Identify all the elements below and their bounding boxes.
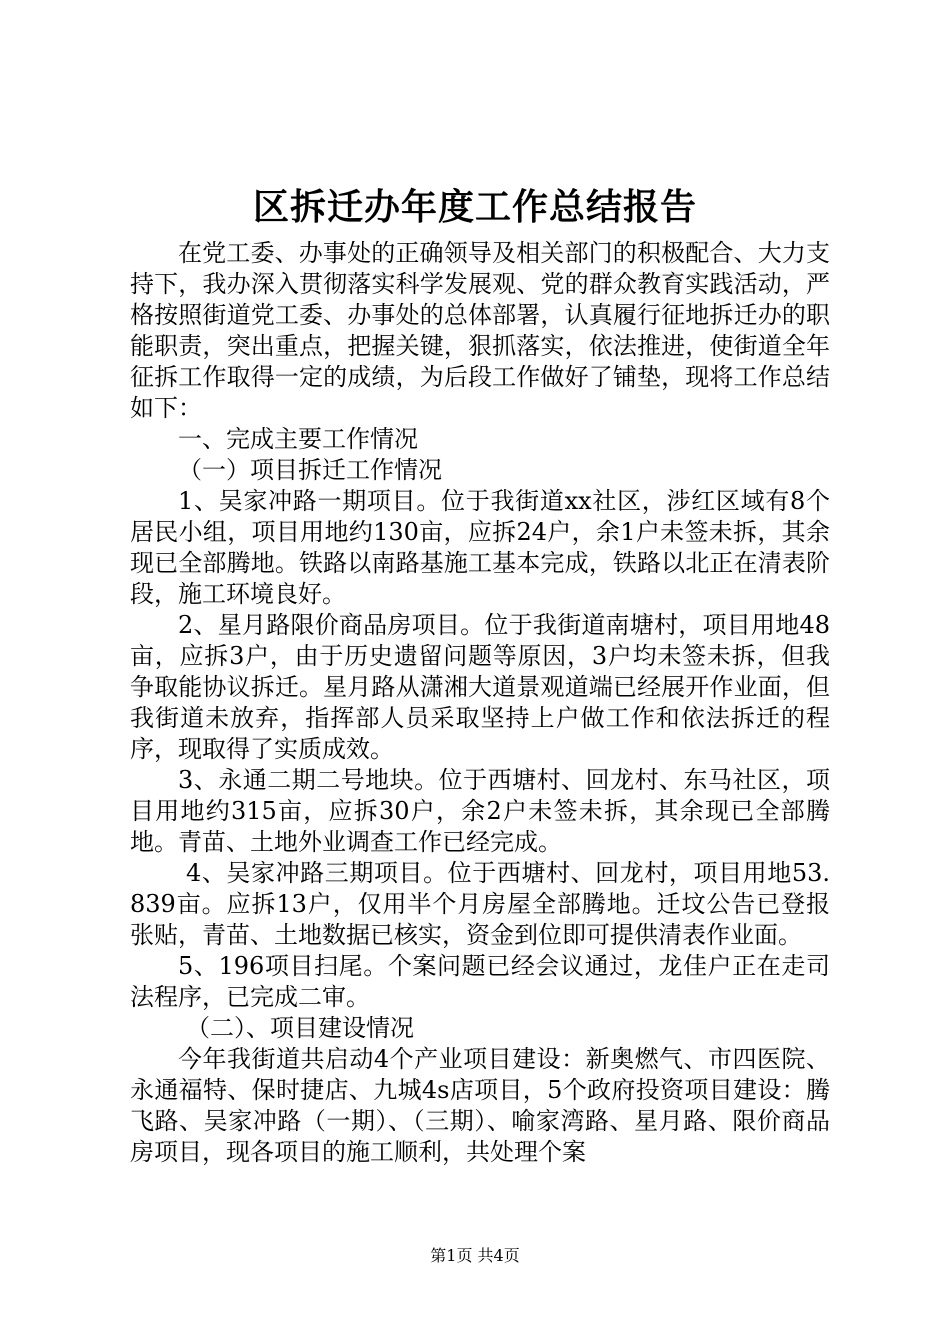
- document-title: 区拆迁办年度工作总结报告: [252, 186, 697, 228]
- subsection-heading-2: （二）、项目建设情况: [186, 1014, 414, 1042]
- item-paragraph-1: 1、吴家冲路一期项目。位于我街道xx社区，涉红区域有8个居民小组，项目用地约130亩，应拆24户，余1户未签未拆，其余现已全部腾地。铁路以南路基施工基本完成，铁路以北正在清表阶段，施工环境良好。: [130, 487, 830, 608]
- item-paragraph-2: 2、星月路限价商品房项目。位于我街道南塘村，项目用地48亩，应拆3户，由于历史遗留问题等原因，3户均未签未拆，但我争取能协议拆迁。星月路从潇湘大道景观道端已经展开作业面，但我街道未放弃，指挥部人员采取坚持上户做工作和依法拆迁的程序，现取得了实质成效。: [130, 611, 830, 763]
- document-body: [130, 238, 830, 1168]
- page-number: 第1页 共4页: [430, 1246, 520, 1265]
- item-paragraph-4: 4、吴家冲路三期项目。位于西塘村、回龙村，项目用地53.839亩。应拆13户，仅用半个月房屋全部腾地。迁坟公告已登报张贴，青苗、土地数据已核实，资金到位即可提供清表作业面。: [130, 859, 830, 949]
- intro-paragraph: 在党工委、办事处的正确领导及相关部门的积极配合、大力支持下，我办深入贯彻落实科学发展观、党的群众教育实践活动，严格按照街道党工委、办事处的总体部署，认真履行征地拆迁办的职能职责，突出重点，把握关键，狠抓落实，依法推进，使街道全年征拆工作取得一定的成绩，为后段工作做好了铺垫，现将工作总结如下：: [130, 239, 830, 422]
- item-paragraph-5: 5、196项目扫尾。个案问题已经会议通过，龙佳户正在走司法程序，已完成二审。: [130, 952, 830, 1011]
- subsection-heading-1: （一）项目拆迁工作情况: [178, 456, 442, 484]
- section-heading-1: 一、完成主要工作情况: [178, 425, 418, 453]
- construction-paragraph: 今年我街道共启动4个产业项目建设：新奥燃气、市四医院、永通福特、保时捷店、九城4s店项目，5个政府投资项目建设：腾飞路、吴家冲路（一期）、（三期）、喻家湾路、星月路、限价商品房项目，现各项目的施工顺利，共处理个案: [130, 1045, 830, 1166]
- item-paragraph-3: 3、永通二期二号地块。位于西塘村、回龙村、东马社区，项目用地约315亩，应拆30户，余2户未签未拆，其余现已全部腾地。青苗、土地外业调查工作已经完成。: [130, 766, 830, 856]
